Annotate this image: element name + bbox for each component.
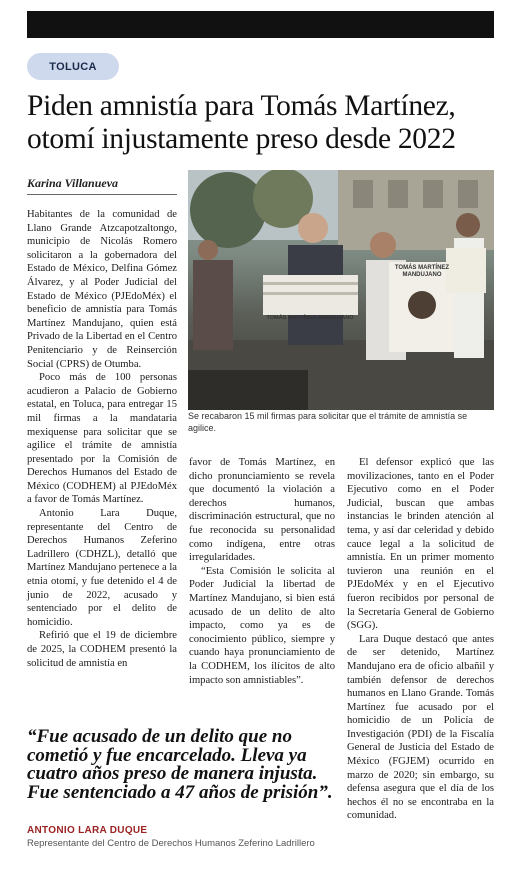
byline: Karina Villanueva: [27, 176, 177, 195]
section-tag[interactable]: TOLUCA: [27, 53, 119, 80]
headline: Piden amnistía para Tomás Martínez, otomí injustamente preso desde 2022: [27, 90, 456, 155]
paragraph: “Esta Comisión le solicita al Poder Judicial la libertad de Martínez Mandujano, si bien está acusado de un delito de alto impacto, como ya es de conocimiento público, siempre y cuando haya pronunciamiento de la CODHEM, los ilícitos de alto impacto son amnistiables”.: [189, 565, 335, 686]
article-column-3: [347, 456, 494, 823]
header-bar: [27, 11, 494, 38]
pull-quote-author-role: Representante del Centro de Derechos Humanos Zeferino Ladrillero: [27, 838, 315, 849]
photo-caption: Se recabaron 15 mil firmas para solicitar que el trámite de amnistía se agilice.: [188, 411, 468, 433]
paragraph: Antonio Lara Duque, representante del Centro de Derechos Humanos Zeferino Ladrillero (CDHZL), detalló que Martínez Mandujano pertenece a la etnia otomí, y fue detenido el 4 de junio de 2022, acusado y sentenciado por el delito de homicidio.: [27, 508, 178, 628]
article-column-1: [27, 208, 177, 670]
paragraph: Lara Duque destacó que antes de ser detenido, Martínez Mandujano era de oficio albañil y también defensor de derechos humanos en Llano Grande. Tomás Martínez fue acusado por el homicidio de un Policía de Investigación (PDI) de la Fiscalía General de Justicia del Estado de México (FGJEM) ocurrido en marzo de 2020; sin embargo, su defensa asegura que el día de los hechos él no se encontraba en la comunidad.: [347, 633, 494, 822]
news-photo: [188, 170, 494, 410]
paragraph: favor de Tomás Martínez, en dicho pronunciamiento se revela que documentó la violación a derechos humanos, discriminación estructural, que no fue reconocida su personalidad como indígena, entre otras irregularidades.: [189, 457, 335, 564]
pull-quote-author: ANTONIO LARA DUQUE: [27, 825, 148, 836]
pull-quote: “Fue acusado de un delito que no cometió y fue encarcelado. Lleva ya cuatro años preso de manera injusta. Fue sentenciado a 47 años de prisión”.: [27, 726, 333, 803]
paragraph: Refirió que el 19 de diciembre de 2025, la CODHEM presentó la solicitud de amnistía en: [27, 630, 177, 669]
paragraph: Habitantes de la comunidad de Llano Grande Atzcapotzaltongo, municipio de Nicolás Romero solicitaron a la gobernadora del Estado de México, Delfina Gómez Álvarez, y al Poder Judicial del Estado de México (PJEdoMéx) el beneficio de amnistía para Tomás Martínez Mandujano, quien está Privado de la Libertad en el Centro Penitenciario y de Reinserción Social (CPRS) de Otumba.: [27, 209, 177, 370]
paragraph: Poco más de 100 personas acudieron a Palacio de Gobierno estatal, en Toluca, para entregar 15 mil firmas a la mandataria mexiquense para solicitar que se agilice el trámite de amnistía presentado por la Comisión de Derechos Humanos del Estado de México (CODHEM) al PJEdoMéx a favor de Tomás Martínez.: [27, 372, 177, 506]
protest-sign-left: TOMÁS MARTÍNEZ MANDUJANO: [266, 315, 354, 321]
protest-sign-right: TOMÁS MARTÍNEZ MANDUJANO: [394, 265, 450, 278]
article-column-2: [189, 456, 335, 687]
paragraph: El defensor explicó que las movilizaciones, tanto en el Poder Ejecutivo como en el Poder Judicial, buscan que ambas instancias le brinden atención al tema, y así dar celeridad y debido cauce legal a la solicitud de amnistía. En un primer momento tuvieron una reunión en el PJEdoMéx y en el Ejecutivo fueron recibidos por personal de la Secretaría General de Gobierno (SGG).: [347, 457, 494, 632]
protest-photo-illustration: [188, 170, 494, 410]
